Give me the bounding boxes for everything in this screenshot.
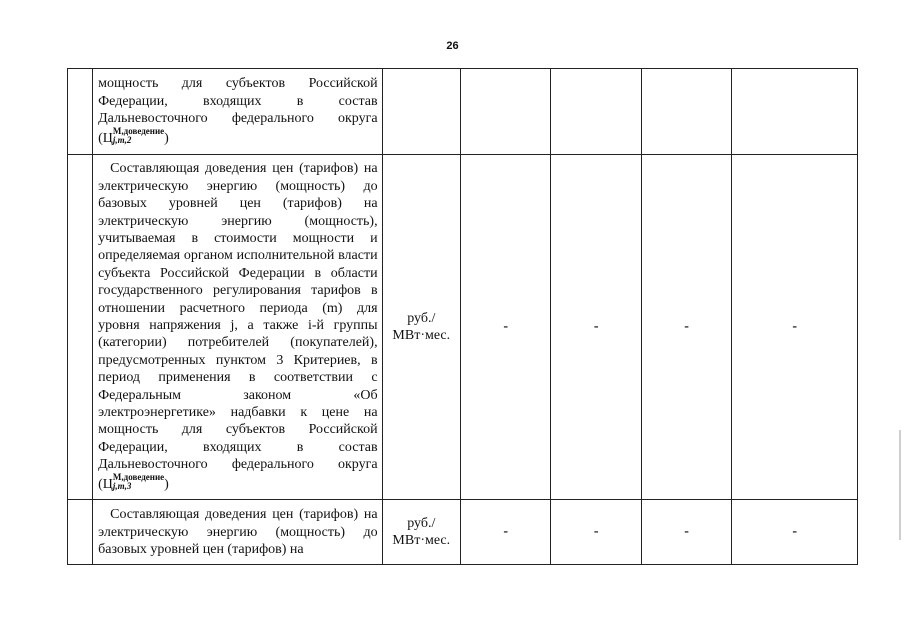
formula-superscript: М,доведение — [112, 126, 165, 137]
description-text: Составляющая доведения цен (тарифов) на электрическую энергию (мощность) до базовых уровней цен (тарифов) на — [98, 507, 378, 558]
description-cell — [93, 69, 382, 155]
row-number-cell — [68, 155, 93, 500]
formula-close: ) — [164, 130, 169, 146]
unit-cell: руб./ МВт·мес. — [382, 500, 460, 565]
description-text: мощность для субъектов Российской Федерации, входящих в состав Дальневосточного федерального округа — [98, 76, 378, 127]
value-cell: - — [641, 500, 731, 565]
formula-subscript: j,m,2 — [112, 135, 132, 146]
value-cell: - — [732, 500, 858, 565]
tariff-table — [67, 68, 858, 565]
formula-superscript: М,доведение — [112, 472, 165, 483]
value-cell: - — [460, 155, 550, 500]
table-row — [68, 69, 858, 155]
table-row — [68, 155, 858, 500]
row-number-cell — [68, 69, 93, 155]
description-cell — [93, 500, 382, 565]
value-cell — [641, 69, 731, 155]
tariff-formula — [98, 472, 169, 495]
row-number-cell — [68, 500, 93, 565]
value-cell — [732, 69, 858, 155]
value-cell: - — [732, 155, 858, 500]
value-cell — [460, 69, 550, 155]
value-cell — [551, 69, 641, 155]
unit-cell — [382, 69, 460, 155]
page-number: 26 — [446, 40, 459, 52]
value-cell: - — [551, 500, 641, 565]
formula-close: ) — [164, 476, 169, 492]
value-cell: - — [551, 155, 641, 500]
description-text: Составляющая доведения цен (тарифов) на электрическую энергию (мощность) до базовых уровней цен (тарифов) на электрическую энергию (мощность), учитываемая в стоимости мощности и определяемая органом исполнительной власти субъекта Российской Федерации в области государственного регулирования тарифов в отношении расчетного периода (m) для уровня напряжения j, а также i-й группы (категории) потребителей (покупателей), предусмотренных пунктом 3 Критериев, в период применения в соответствии с Федеральным законом «Об электроэнергетике» надбавки к цене на мощность для субъектов Российской Федерации, входящих в состав Дальневосточного федерального округа — [98, 161, 378, 473]
value-cell: - — [641, 155, 731, 500]
tariff-formula — [98, 126, 169, 149]
unit-cell: руб./ МВт·мес. — [382, 155, 460, 500]
value-cell: - — [460, 500, 550, 565]
formula-symbol: (Ц — [98, 130, 113, 146]
description-cell — [93, 155, 382, 500]
formula-symbol: (Ц — [98, 476, 113, 492]
formula-subscript: j,m,3 — [112, 481, 132, 492]
scan-edge-mark — [899, 430, 901, 540]
table-row — [68, 500, 858, 565]
